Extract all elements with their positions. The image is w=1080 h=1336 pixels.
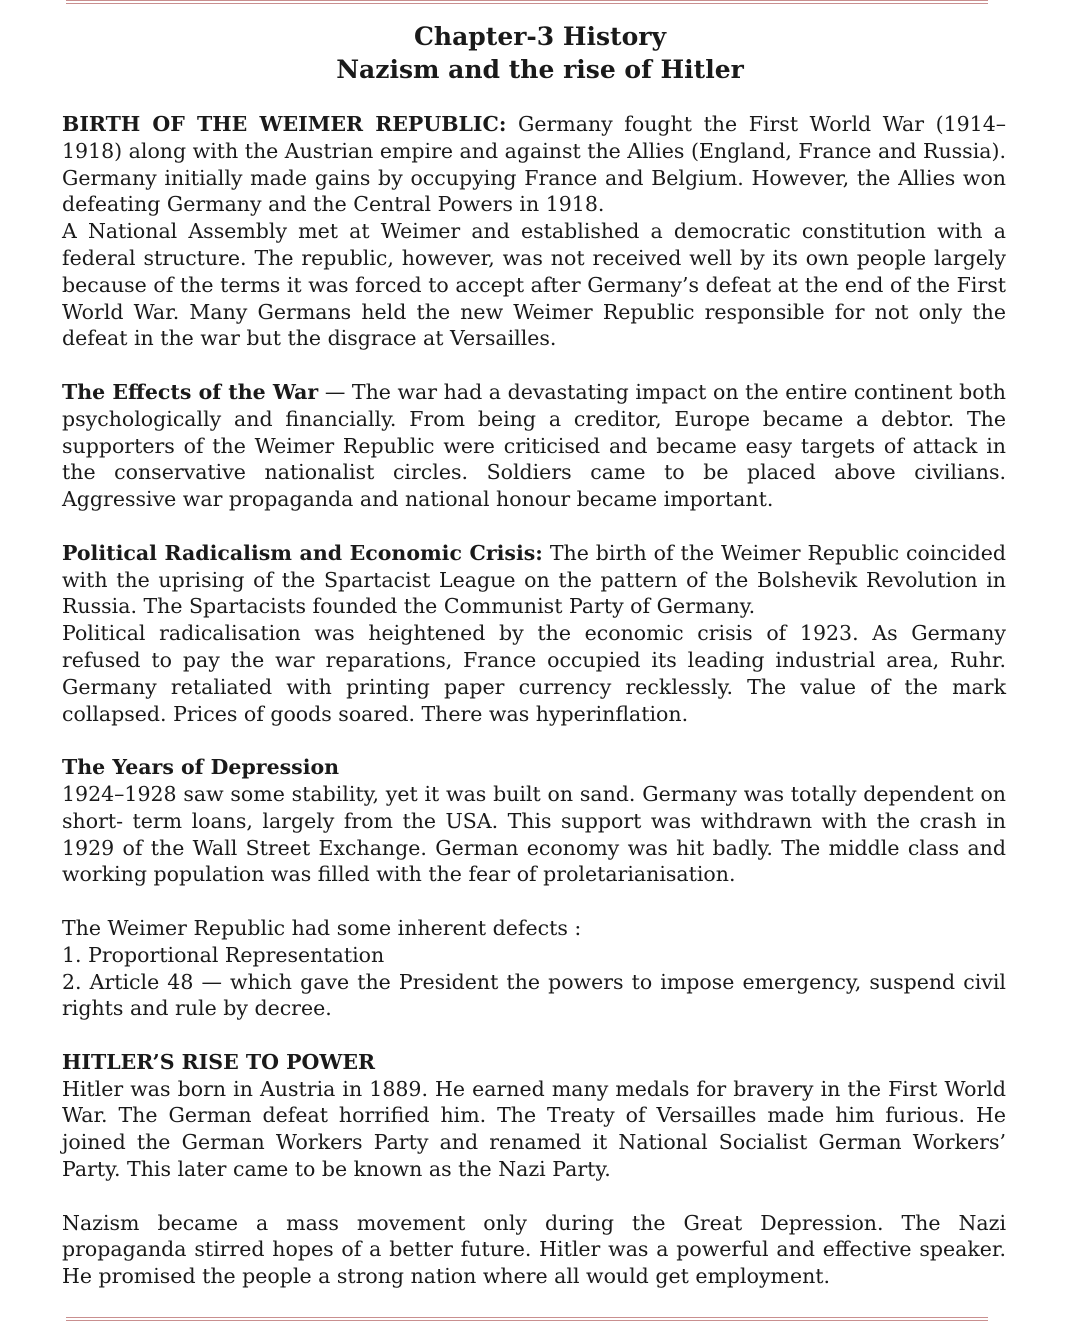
paragraph bbox=[62, 111, 1006, 165]
paragraph bbox=[62, 379, 1006, 513]
section-heading: The Years of Depression bbox=[62, 755, 340, 780]
paragraph: The Weimer Republic had some inherent defects : bbox=[62, 915, 582, 940]
section-heading: HITLER’S RISE TO POWER bbox=[62, 1049, 376, 1074]
paragraph: Germany initially made gains by occupying France and Belgium. However, the Allies won defeating Germany and the Central Powers in 1918. bbox=[62, 165, 1006, 217]
list-item: 2. Article 48 — which gave the President the powers to impose emergency, suspend civil rights and rule by decree. bbox=[62, 969, 1006, 1021]
section-heading: Political Radicalism and Economic Crisis: bbox=[62, 540, 543, 565]
section-hitlers-rise bbox=[62, 1049, 1006, 1183]
section-years-of-depression bbox=[62, 754, 1006, 888]
bottom-divider bbox=[66, 1317, 988, 1321]
paragraph: Nazism became a mass movement only during the Great Depression. The Nazi propaganda stirred hopes of a better future. Hitler was a powerful and effective speaker. He promised the people a strong nation where all would get employment. bbox=[62, 1210, 1006, 1289]
section-heading: The Effects of the War bbox=[62, 379, 319, 404]
section-effects-of-war bbox=[62, 379, 1006, 513]
paragraph: A National Assembly met at Weimer and established a democratic constitution with a federal structure. The republic, however, was not received well by its own people largely because of the terms it was forced to accept after Germany’s defeat at the end of the First World War. Many Germans held the new Weimer Republic responsible for not only the defeat in the war but the disgrace at Versailles. bbox=[62, 219, 1006, 351]
page-title: Nazism and the rise of Hitler bbox=[336, 55, 744, 84]
page-title-block bbox=[0, 20, 1080, 86]
section-weimer-republic bbox=[62, 111, 1006, 352]
paragraph bbox=[62, 540, 1006, 620]
paragraph: Hitler was born in Austria in 1889. He earned many medals for bravery in the First World War. The German defeat horrified him. The Treaty of Versailles made him furious. He joined the German Workers Party and renamed it National Socialist German Workers’ Party. This later came to be known as the Nazi Party. bbox=[62, 1076, 1006, 1182]
section-nazism-mass-movement bbox=[62, 1210, 1006, 1290]
section-weimer-defects bbox=[62, 915, 1006, 1022]
paragraph-text: The birth of the Weimer Republic coincided with the uprising of the Spartacist League on the pattern of the Bolshevik Revolution in Russia. The Spartacists founded the Communist Party of Germany. bbox=[62, 540, 1007, 619]
section-political-radicalism bbox=[62, 540, 1006, 728]
chapter-title: Chapter-3 History bbox=[414, 22, 666, 51]
paragraph-text: Germany fought the First World War (1914–1918) along with the Austrian empire and against the Allies (England, France and Russia). bbox=[62, 112, 1006, 163]
list-item: 1. Proportional Representation bbox=[62, 942, 385, 967]
document-body bbox=[62, 111, 1006, 1317]
paragraph: Political radicalisation was heightened by the economic crisis of 1923. As Germany refused to pay the war reparations, France occupied its leading industrial area, Ruhr. Germany retaliated with printing paper currency recklessly. The value of the mark collapsed. Prices of goods soared. There was hyperinflation. bbox=[62, 621, 1006, 726]
top-divider bbox=[66, 0, 988, 4]
paragraph-text: — The war had a devastating impact on the entire continent both psychologically and financially. From being a creditor, Europe became a debtor. The supporters of the Weimer Republic were criticised and became easy targets of attack in the conservative nationalist circles. Soldiers came to be placed above civilians. Aggressive war propaganda and national honour became important. bbox=[62, 379, 1006, 512]
paragraph: 1924–1928 saw some stability, yet it was built on sand. Germany was totally dependent on short- term loans, largely from the USA. This support was withdrawn with the crash in 1929 of the Wall Street Exchange. German economy was hit badly. The middle class and working population was filled with the fear of proletarianisation. bbox=[62, 781, 1006, 887]
section-heading: BIRTH OF THE WEIMER REPUBLIC: bbox=[62, 112, 507, 136]
